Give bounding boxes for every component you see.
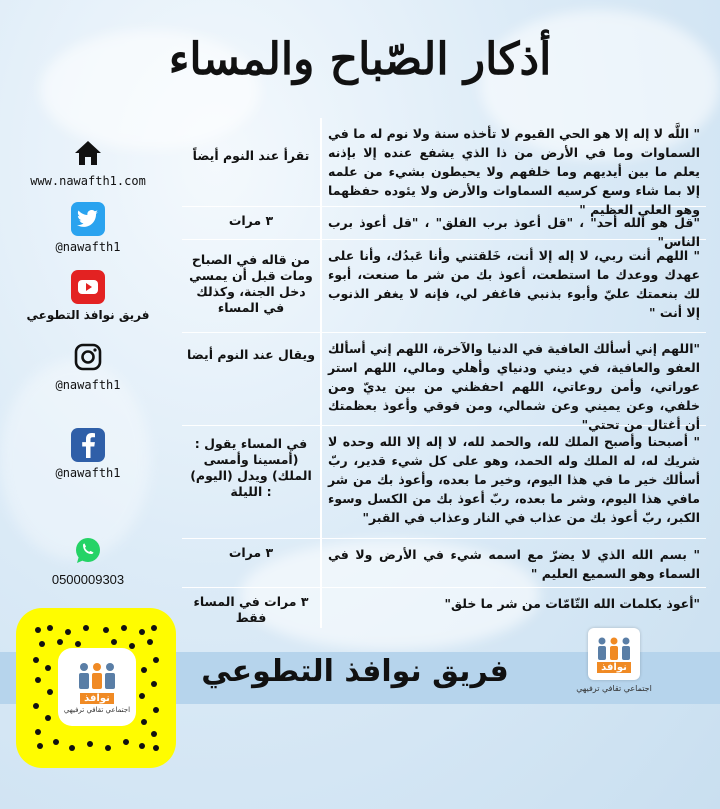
snap-logo-word: نوافذ — [80, 693, 114, 704]
dhikr-text: "أعوذ بكلمات الله التّامّات من شر ما خلق" — [320, 588, 706, 628]
logo-word: نوافذ — [597, 662, 631, 673]
whatsapp-number[interactable]: 0500009303 — [51, 572, 125, 587]
team-logo — [574, 628, 654, 693]
team-name: فريق نوافذ التطوعي — [201, 654, 509, 689]
snapcode-ghost — [58, 648, 136, 726]
table-row — [182, 333, 706, 432]
twitter-handle[interactable]: @nawafth1 — [55, 240, 121, 254]
logo-mark — [588, 628, 640, 680]
instagram-contact[interactable] — [0, 340, 176, 392]
twitter-icon — [71, 202, 105, 236]
home-icon — [71, 136, 105, 170]
dhikr-text: " بسم الله الذي لا يضرّ مع اسمه شيء في الأرض ولا في السماء وهو السميع العليم " — [320, 539, 706, 587]
dhikr-text: " اللهم أنت ربي، لا إله إلا أنت، خَلقتني وأنا عَبدُك، وأنا على عهدك ووعدك ما استطعت، أعوذ بك من شر ما صنعت، أبوء لك بنعمتك عليّ وأبوء بذنبي فاغفر لي، فإنه لا يغفر الذنوب إلا أنت " — [320, 240, 706, 332]
dhikr-note: ٣ مرات — [228, 545, 274, 560]
dhikr-text: " أصبحنا وأصبح الملك لله، والحمد لله، لا إله إلا الله وحده لا شريك له، له الملك وله الحمد، وهو على كل شيء قدير، ربّ أسألك خير ما في هذا اليوم، وخير ما بعده، وأعوذ بك من شر مافي هذا اليوم، وشر ما بعده، ربّ أعوذ بك من الكسل وسوء الكبر، ربّ أعوذ بك من عذاب في النار وعذاب في القبر" — [320, 426, 706, 538]
dhikr-note: في المساء يقول : (أمسينا وأمسى الملك) ويدل (اليوم) : الليلة — [190, 436, 312, 499]
whatsapp-icon — [71, 534, 105, 568]
dhikr-text: " اللَّه لا إله إلا هو الحي القيوم لا تأخذه سنة ولا نوم له ما في السماوات وما في الأرض من ذا الذي يشفع عنده إلا بإذنه يعلم ما بين أيديهم وما خلفهم ولا يحيطون بشيء من علمه إلا بما شاء وسع كرسيه السماوات والأرض ولا يئوده حفظهما وهو العلي العظيم " — [320, 118, 706, 206]
youtube-channel[interactable]: فريق نوافذ التطوعي — [26, 308, 150, 322]
table-row — [182, 207, 706, 249]
adhkar-table — [182, 118, 706, 628]
dhikr-note: من قاله في الصباح ومات قبل أن يمسي دخل الجنة، وكذلك في المساء — [189, 252, 313, 315]
whatsapp-contact[interactable] — [0, 534, 176, 587]
website-contact[interactable] — [0, 136, 176, 188]
youtube-contact[interactable] — [0, 270, 176, 322]
twitter-contact[interactable] — [0, 202, 176, 254]
dhikr-text: "اللهم إني أسألك العافية في الدنيا والآخرة، اللهم إني أسألك العفو والعافية، في ديني ودنياي وأهلي ومالي، اللهم استر عوراتي، وأمن روعاتي، اللهم احفظني من بين يديّ ومن خلفي، وعن يميني وعن شمالي، ومن فوقي وأعوذ بعظمتك أن أغتال من تحتي" — [320, 333, 706, 425]
instagram-icon — [71, 340, 105, 374]
instagram-handle[interactable]: @nawafth1 — [55, 378, 121, 392]
people-icon — [74, 661, 120, 691]
youtube-icon — [71, 270, 105, 304]
dhikr-note: ٣ مرات — [228, 213, 274, 228]
people-icon — [594, 636, 634, 662]
facebook-icon — [71, 428, 105, 462]
dhikr-note: ٣ مرات في المساء فقط — [193, 594, 309, 625]
snapchat-snapcode[interactable] — [16, 608, 176, 768]
logo-tagline: اجتماعي تقافي ترفيهي — [576, 684, 652, 693]
table-row — [182, 118, 706, 217]
facebook-handle[interactable]: @nawafth1 — [55, 466, 121, 480]
page-title: أذكار الصّباح والمساء — [168, 34, 552, 85]
table-row — [182, 539, 706, 588]
table-row — [182, 240, 706, 333]
dhikr-text: "قل هو الله أحد" ، "قل أعوذ برب الفلق" ، "قل أعوذ برب الناس" — [320, 207, 706, 239]
table-row — [182, 588, 706, 628]
facebook-contact[interactable] — [0, 428, 176, 480]
dhikr-note: ويقال عند النوم أيضا — [187, 347, 315, 362]
website-url[interactable]: www.nawafth1.com — [30, 174, 146, 188]
table-row — [182, 426, 706, 539]
dhikr-note: تقرأ عند النوم أيضاً — [192, 148, 310, 163]
snap-logo-tagline: اجتماعي تقافي ترفيهي — [63, 705, 131, 714]
